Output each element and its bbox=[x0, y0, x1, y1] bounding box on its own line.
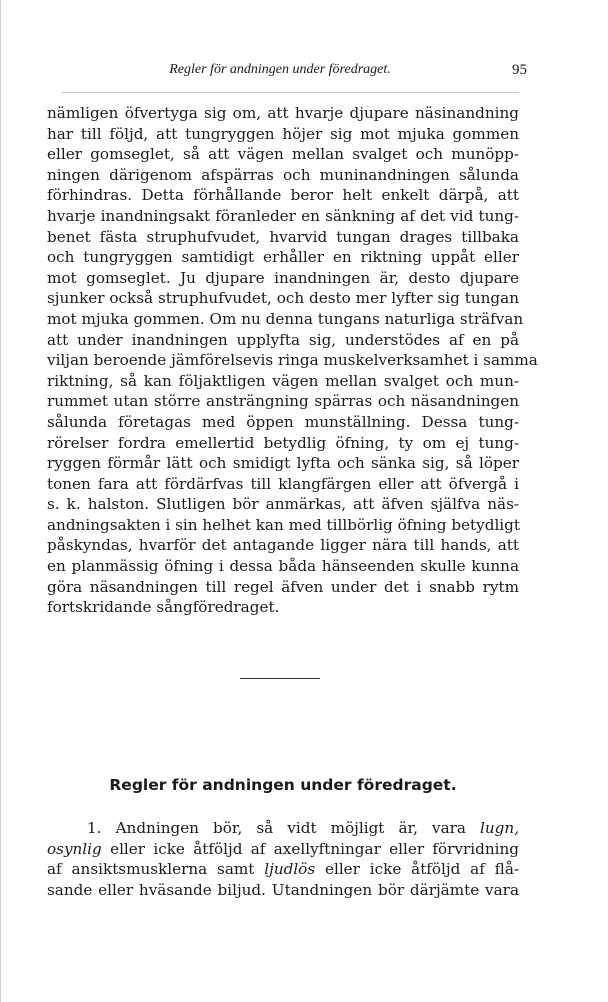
rule-text: eller icke åtföljd af flå- bbox=[324, 860, 520, 879]
running-title: Regler för andningen under föredraget. bbox=[169, 62, 391, 77]
text-line: viljan beroende jämförelsevis ringa muskelverksamhet i samma bbox=[47, 351, 538, 370]
page-number: 95 bbox=[512, 62, 527, 78]
text-line: har till följd, att tungryggen höjer sig mot mjuka gommen bbox=[47, 124, 519, 143]
text-line: nämligen öfvertyga sig om, att hvarje djupare näsinandning bbox=[47, 104, 519, 122]
rule-text: Andningen bör, så vidt möjligt är, vara bbox=[115, 819, 466, 837]
running-header bbox=[41, 62, 527, 86]
text-line: ningen därigenom afspärras och muninandningen sålunda bbox=[47, 165, 519, 184]
text-line: ryggen förmår lätt och smidigt lyfta och sänka sig, så löper bbox=[47, 454, 519, 473]
body-paragraph bbox=[47, 103, 538, 618]
text-line: en planmässig öfning i dessa båda hänseenden skulle kunna bbox=[47, 557, 519, 576]
text-line: påskyndas, hvarför det antagande ligger nära till hands, att bbox=[47, 536, 519, 555]
text-line: hvarje inandningsakt föranleder en sänkning af det vid tung- bbox=[47, 206, 519, 225]
rule-emphasis: ljudlös bbox=[264, 860, 316, 879]
rule-text: af ansiktsmusklerna samt bbox=[47, 860, 255, 879]
rule-emphasis: lugn, bbox=[480, 819, 520, 837]
text-line: göra näsandningen till regel äfven under det i snabb rytm bbox=[47, 577, 519, 596]
text-line: mot mjuka gommen. Om nu denna tungans naturliga sträfvan bbox=[47, 309, 524, 328]
text-line: mot gomseglet. Ju djupare inandningen är, desto djupare bbox=[47, 268, 519, 287]
text-line: rummet utan större ansträngning spärras och näsandningen bbox=[47, 392, 519, 411]
text-line: eller gomseglet, så att vägen mellan svalget och munöpp- bbox=[47, 145, 519, 164]
text-line: s. k. halston. Slutligen bör anmärkas, att äfven själfva näs- bbox=[47, 495, 519, 514]
header-rule bbox=[61, 92, 519, 93]
section-divider bbox=[240, 678, 320, 679]
rule-line bbox=[47, 818, 519, 839]
text-line: tonen fara att fördärfvas till klangfärgen eller att öfvergå i bbox=[47, 474, 519, 493]
text-line: riktning, så kan följaktligen vägen mellan svalget och mun- bbox=[47, 371, 519, 390]
text-line: och tungryggen samtidigt erhåller en riktning uppåt eller bbox=[47, 248, 519, 267]
text-line: sålunda företagas med öppen munställning. Dessa tung- bbox=[47, 412, 519, 431]
text-line: andningsakten i sin helhet kan med tillbörlig öfning betydligt bbox=[47, 515, 520, 534]
text-line: benet fästa struphufvudet, hvarvid tungan drages tillbaka bbox=[47, 227, 519, 246]
rule-emphasis: osynlig bbox=[47, 839, 102, 858]
rule-text: eller icke åtföljd af axellyftningar eller förvridning bbox=[110, 839, 520, 858]
text-line: förhindras. Detta förhållande beror helt enkelt därpå, att bbox=[47, 186, 519, 205]
rule-line: sande eller hväsande biljud. Utandningen bör därjämte vara bbox=[47, 880, 519, 899]
text-line: att under inandningen upplyfta sig, understödes af en på bbox=[47, 330, 519, 349]
rule-number: 1. bbox=[87, 819, 102, 837]
section-heading: Regler för andningen under föredraget. bbox=[109, 776, 457, 794]
rule-line bbox=[47, 839, 519, 860]
text-line: fortskridande sångföredraget. bbox=[47, 598, 280, 617]
text-line: sjunker också struphufvudet, och desto mer lyfter sig tungan bbox=[47, 289, 519, 308]
rule-line bbox=[47, 859, 519, 880]
text-line: rörelser fordra emellertid betydlig öfning, ty om ej tung- bbox=[47, 433, 519, 452]
rule-paragraph bbox=[47, 818, 519, 900]
